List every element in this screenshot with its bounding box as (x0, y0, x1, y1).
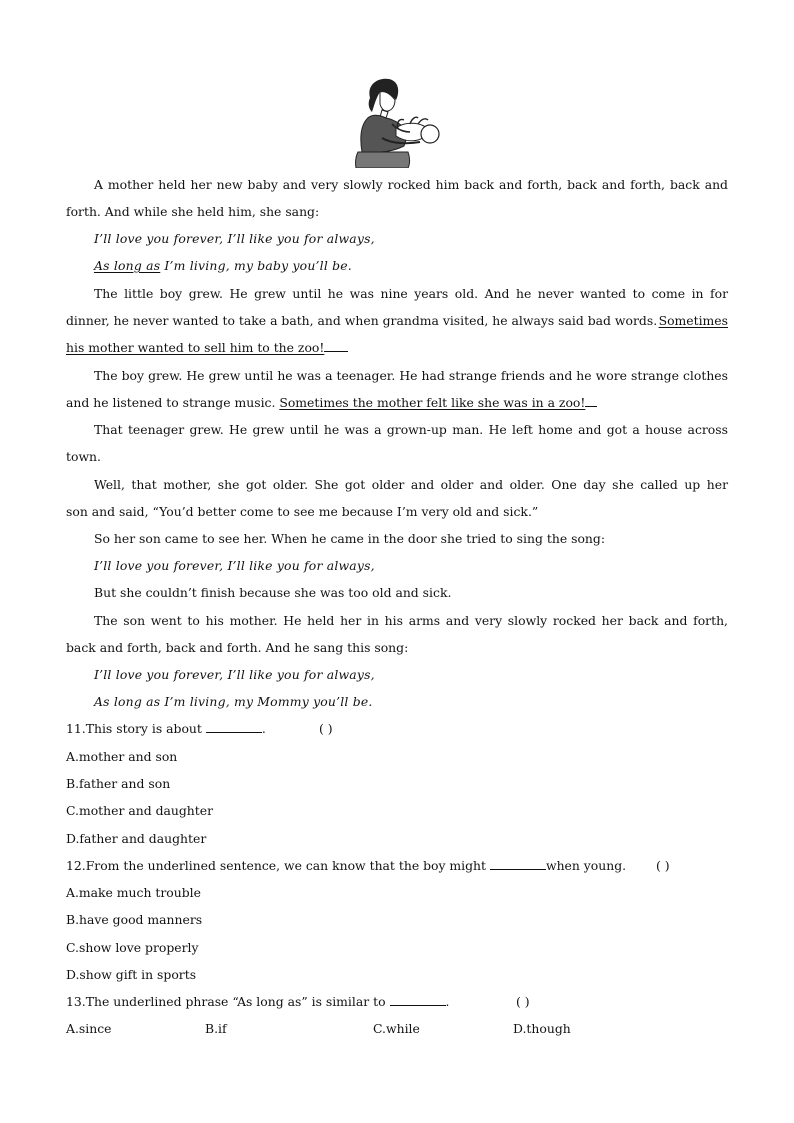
story-paragraph-2-line-1: The little boy grew. He grew until he was nine years old. And he never wanted to come in for (94, 286, 728, 301)
story-paragraph-1-line-1: A mother held her new baby and very slowly rocked him back and forth, back and forth, back and (94, 177, 728, 192)
story-paragraph-6-line-1: So her son came to see her. When he came in the door she tried to sing the song: (94, 531, 605, 546)
question-13-option-d[interactable]: D.though (513, 1021, 571, 1036)
question-13-options-row (66, 1021, 728, 1037)
story-paragraph-4-line-2: town. (66, 449, 101, 464)
question-11-option-a[interactable]: A.mother and son (66, 749, 178, 764)
question-11-text-before: 11.This story is about (66, 721, 206, 736)
song-1-line-2-rest: I’m living, my baby you’ll be. (160, 258, 352, 273)
question-13-answer-blank[interactable] (390, 994, 446, 1006)
question-12-text-before: 12.From the underlined sentence, we can know that the boy might (66, 858, 490, 873)
story-paragraph-8-line-2: back and forth, back and forth. And he sang this song: (66, 640, 409, 655)
song-3-line-2: As long as I’m living, my Mommy you’ll be. (94, 694, 373, 709)
question-13-stem (66, 994, 728, 1010)
story-paragraph-2-line-2-plain: dinner, he never wanted to take a bath, and when grandma visited, he always said bad words. (66, 313, 658, 328)
story-paragraph-5-line-1: Well, that mother, she got older. She got older and older and older. One day she called up her (94, 477, 728, 492)
question-13-text-after: . (445, 994, 450, 1009)
question-12-option-c[interactable]: C.show love properly (66, 940, 199, 955)
story-paragraph-2-line-3 (66, 340, 728, 356)
question-11-stem (66, 721, 728, 737)
underlined-zoo-sentence: Sometimes the mother felt like she was in a zoo! (279, 395, 586, 410)
story-paragraph-4-line-1: That teenager grew. He grew until he was a grown-up man. He left home and got a house across (94, 422, 728, 437)
song-1-line-1: I’ll love you forever, I’ll like you for always, (94, 231, 375, 246)
story-paragraph-7-line-1: But she couldn’t finish because she was too old and sick. (94, 585, 452, 600)
story-paragraph-1-line-2: forth. And while she held him, she sang: (66, 204, 320, 219)
underlined-sentence-part-2: his mother wanted to sell him to the zoo! (66, 340, 325, 355)
question-13-answer-parentheses[interactable]: ( ) (516, 994, 530, 1009)
song-3-line-1: I’ll love you forever, I’ll like you for always, (94, 667, 375, 682)
question-13-option-b[interactable]: B.if (205, 1021, 227, 1036)
question-13-option-c[interactable]: C.while (373, 1021, 420, 1036)
story-paragraph-3-line-1: The boy grew. He grew until he was a teenager. He had strange friends and he wore strange clothes (94, 368, 728, 383)
underline-trail-2 (585, 395, 597, 407)
story-paragraph-3-line-2-plain: and he listened to strange music. (66, 395, 280, 410)
question-12-option-a[interactable]: A.make much trouble (66, 885, 201, 900)
question-12-stem (66, 858, 728, 874)
underlined-phrase-as-long-as: As long as (94, 258, 161, 273)
question-12-option-b[interactable]: B.have good manners (66, 912, 203, 927)
question-11-answer-blank[interactable] (206, 721, 262, 733)
story-paragraph-8-line-1: The son went to his mother. He held her in his arms and very slowly rocked her back and forth, (94, 613, 728, 628)
question-11-option-d[interactable]: D.father and daughter (66, 831, 207, 846)
question-12-answer-blank[interactable] (490, 858, 546, 870)
question-11-answer-parentheses[interactable]: ( ) (319, 721, 333, 736)
mother-baby-illustration (352, 76, 446, 168)
question-12-text-after: when young. (545, 858, 627, 873)
question-13-text-before: 13.The underlined phrase “As long as” is similar to (66, 994, 390, 1009)
story-paragraph-5-line-2: son and said, “You’d better come to see me because I’m very old and sick.” (66, 504, 539, 519)
question-11-option-c[interactable]: C.mother and daughter (66, 803, 214, 818)
song-1-line-2 (94, 258, 728, 274)
question-12-option-d[interactable]: D.show gift in sports (66, 967, 197, 982)
underline-trail (324, 340, 348, 352)
question-11-option-b[interactable]: B.father and son (66, 776, 171, 791)
story-paragraph-2-line-2 (66, 313, 728, 329)
question-11-text-after: . (261, 721, 266, 736)
question-13-option-a[interactable]: A.since (66, 1021, 112, 1036)
underlined-sentence-part-1: Sometimes (658, 313, 728, 328)
question-12-answer-parentheses[interactable]: ( ) (656, 858, 670, 873)
song-2-line-1: I’ll love you forever, I’ll like you for always, (94, 558, 375, 573)
story-paragraph-3-line-2 (66, 395, 728, 411)
